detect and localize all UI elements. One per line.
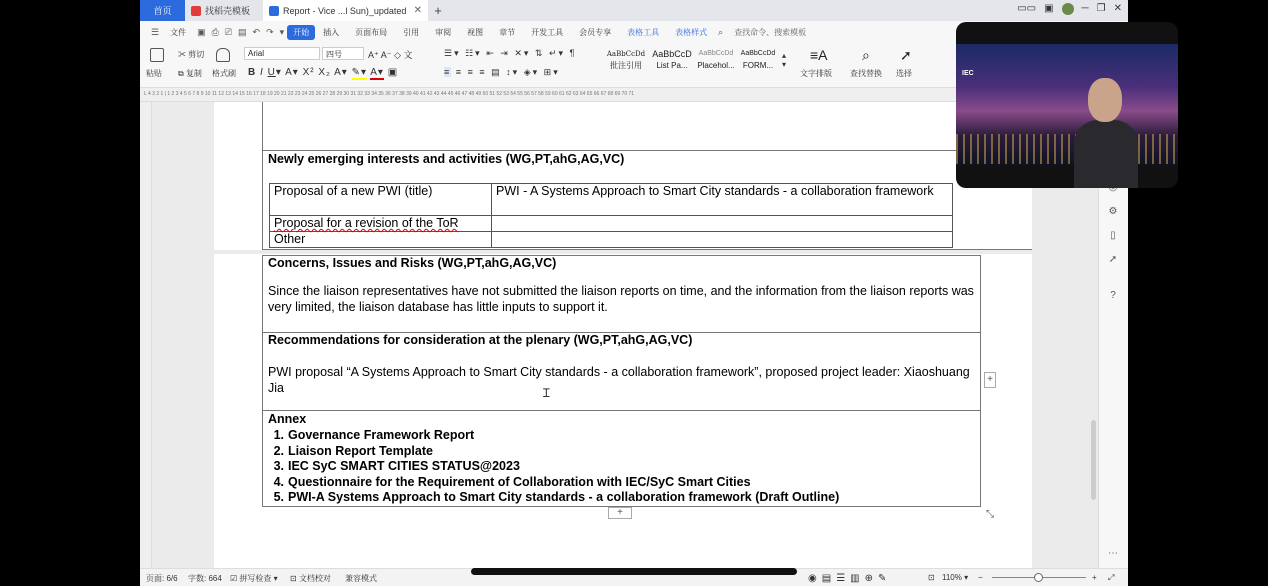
reading-view-icon[interactable]: ▥ bbox=[850, 573, 865, 584]
web-view-icon[interactable]: ⊕ bbox=[864, 573, 878, 584]
word-doc-icon bbox=[269, 6, 279, 16]
concerns-heading: Concerns, Issues and Risks (WG,PT,ahG,AG,VC) bbox=[268, 256, 557, 270]
resize-table-icon[interactable]: ⤡ bbox=[986, 509, 994, 520]
table-cell-top bbox=[262, 102, 982, 152]
spell-check-toggle[interactable]: ☑ 拼写检查 ▾ bbox=[230, 574, 278, 583]
city-lights bbox=[956, 134, 1178, 164]
undo-icon[interactable]: ↶ bbox=[252, 26, 261, 37]
annex-heading: Annex bbox=[268, 412, 307, 426]
list-item bbox=[268, 459, 839, 475]
highlight-button[interactable]: ✎▾ bbox=[351, 67, 368, 78]
table-row bbox=[270, 184, 953, 216]
docer-icon bbox=[191, 6, 201, 16]
menu-table-tools[interactable]: 表格工具 bbox=[627, 27, 660, 37]
tab-document[interactable] bbox=[263, 0, 428, 21]
menu-start[interactable]: 开始 bbox=[287, 25, 315, 40]
style-preview-4: AaBbCcDd bbox=[740, 50, 776, 57]
text-layout-button[interactable]: 文字排版 bbox=[800, 69, 832, 78]
line-spacing-button[interactable]: ↕▾ bbox=[506, 67, 520, 77]
list-item bbox=[268, 475, 839, 491]
other-value-cell[interactable] bbox=[492, 232, 953, 248]
font-color-button[interactable]: A▾ bbox=[370, 67, 384, 78]
more-icon[interactable]: ▾ bbox=[279, 26, 285, 37]
italic-button[interactable]: I bbox=[260, 67, 264, 78]
list-number: 1. bbox=[273, 428, 284, 442]
city-night-background bbox=[956, 44, 1178, 166]
bullets-button[interactable]: ☰▾ bbox=[444, 48, 461, 58]
borders-button[interactable]: ⊞▾ bbox=[543, 67, 560, 77]
list-text: Liaison Report Template bbox=[288, 443, 433, 458]
paste-button[interactable]: 粘贴 bbox=[146, 69, 162, 78]
proofread-label: 文档校对 bbox=[298, 574, 331, 583]
tab-template[interactable] bbox=[185, 0, 263, 21]
video-call-overlay[interactable] bbox=[956, 22, 1178, 188]
phonetic-icon[interactable]: 文 bbox=[403, 50, 413, 60]
vertical-scrollbar[interactable] bbox=[1091, 420, 1096, 500]
compat-mode: 兼容模式 bbox=[345, 574, 377, 583]
align-center-button[interactable]: ≡ bbox=[455, 67, 464, 77]
proofread-button[interactable]: ⊡ 文档校对 bbox=[290, 574, 331, 583]
subscript-button[interactable]: X₂ bbox=[318, 67, 331, 78]
menu-table-style[interactable]: 表格样式 bbox=[675, 27, 708, 37]
underline-button[interactable]: U▾ bbox=[267, 67, 282, 78]
add-row-button[interactable]: + bbox=[608, 507, 632, 519]
list-text: Governance Framework Report bbox=[288, 428, 475, 442]
pwi-label-cell[interactable]: Proposal of a new PWI (title) bbox=[270, 184, 492, 216]
zoom-out-button[interactable]: − bbox=[978, 573, 983, 582]
numbering-button[interactable]: ☷▾ bbox=[465, 48, 482, 58]
clear-format-icon[interactable]: ◇ bbox=[394, 50, 401, 60]
style-placeholder[interactable] bbox=[696, 48, 736, 78]
copy-button[interactable]: ⧉ 复制 bbox=[178, 69, 202, 78]
new-tab-button[interactable]: + bbox=[434, 3, 442, 18]
page-view-icon[interactable]: ▤ bbox=[821, 573, 837, 584]
para-settings-button[interactable]: ¶ bbox=[569, 48, 577, 58]
view-buttons bbox=[808, 573, 891, 584]
strikethrough-button[interactable]: A▾ bbox=[285, 67, 299, 78]
participant-body bbox=[1074, 120, 1138, 188]
fullscreen-icon[interactable]: ⤢ bbox=[1108, 573, 1115, 582]
list-text: PWI-A Systems Approach to Smart City standards - a collaboration framework (Draft Outline) bbox=[288, 490, 840, 504]
copy-label: 复制 bbox=[185, 69, 202, 78]
zoom-label: 110% bbox=[942, 573, 962, 582]
style-name-1: 批注引用 bbox=[610, 61, 642, 70]
select-button[interactable]: 选择 bbox=[896, 69, 912, 78]
export-icon[interactable]: ⎙ bbox=[211, 26, 219, 37]
char-border-button[interactable]: ▣ bbox=[387, 67, 399, 78]
list-text: Questionnaire for the Requirement of Collaboration with IEC/SyC Smart Cities bbox=[288, 474, 751, 489]
close-window-icon[interactable]: ✕ bbox=[1113, 3, 1122, 14]
tab-home-label: 首页 bbox=[153, 6, 172, 16]
avatar[interactable] bbox=[1062, 3, 1074, 15]
cut-label: 剪切 bbox=[188, 50, 205, 59]
preview-icon[interactable]: ▤ bbox=[238, 26, 247, 37]
recommend-body: PWI proposal “A Systems Approach to Smart City standards - a collaboration framework”, proposed project leader: Xiaoshuang Jia bbox=[268, 365, 970, 395]
window-controls bbox=[1017, 3, 1122, 15]
skin-icon[interactable]: ▣ bbox=[1044, 3, 1054, 14]
page-5 bbox=[214, 102, 1032, 250]
format-painter-icon[interactable] bbox=[216, 48, 230, 62]
menu-review[interactable]: 审阅 bbox=[435, 27, 452, 37]
shading-button[interactable]: ◈▾ bbox=[523, 67, 540, 77]
other-label-cell[interactable]: Other bbox=[270, 232, 492, 248]
distributed-button[interactable]: ▤ bbox=[491, 67, 502, 77]
style-name-3: Placehol... bbox=[697, 61, 735, 70]
font-size-tools[interactable]: A⁺ A⁻ ◇ 文 bbox=[368, 50, 413, 60]
tab-template-label: 找稻壳模板 bbox=[205, 6, 251, 16]
revision-label: Proposal for a revision of the ToR bbox=[274, 216, 459, 230]
format-painter-button[interactable]: 格式刷 bbox=[212, 69, 236, 78]
style-preview-2: AaBbCcD bbox=[652, 49, 692, 59]
command-search[interactable]: 查找命令、搜索模板 bbox=[734, 27, 807, 37]
zoom-in-button[interactable]: + bbox=[1092, 573, 1097, 582]
show-marks-button[interactable]: ↵▾ bbox=[548, 48, 566, 58]
page-counter[interactable]: 页面: 6/6 bbox=[146, 574, 178, 583]
table-row bbox=[270, 216, 953, 232]
list-number: 2. bbox=[273, 443, 284, 458]
outdent-button[interactable]: ⇤ bbox=[486, 48, 496, 58]
tab-document-label: Report - Vice ...l Sun)_updated bbox=[283, 5, 407, 16]
vertical-ruler[interactable] bbox=[140, 102, 152, 568]
font-size-select[interactable]: 四号 bbox=[322, 47, 364, 60]
cut-button[interactable]: ✂ 剪切 bbox=[178, 50, 205, 59]
annex-list bbox=[268, 428, 839, 506]
justify-button[interactable]: ≡ bbox=[479, 67, 487, 77]
print-icon[interactable]: ⎚ bbox=[224, 26, 232, 37]
style-signature[interactable] bbox=[606, 48, 646, 78]
participant-video bbox=[1074, 74, 1138, 188]
text-cursor-icon: Ɪ bbox=[543, 386, 550, 400]
fit-icon[interactable]: ⊡ bbox=[928, 573, 935, 582]
style-name-2: List Pa... bbox=[656, 61, 688, 70]
iec-logo: IEC bbox=[962, 70, 974, 77]
align-right-button[interactable]: ≡ bbox=[467, 67, 475, 77]
style-form[interactable] bbox=[738, 48, 778, 78]
concerns-body: Since the liaison representatives have not submitted the liaison reports on time, and the information from the liaison reports was very limited, the liaison database has little inputs to support it. bbox=[268, 284, 974, 314]
revision-label-cell[interactable] bbox=[270, 216, 492, 232]
list-item bbox=[268, 428, 839, 444]
list-number: 4. bbox=[273, 474, 284, 489]
paragraph-tools-top bbox=[444, 48, 576, 59]
menu-reference[interactable]: 引用 bbox=[403, 27, 420, 37]
emerging-heading: Newly emerging interests and activities (WG,PT,ahG,AG,VC) bbox=[268, 152, 625, 166]
menu-developer[interactable]: 开发工具 bbox=[531, 27, 564, 37]
select-pane-icon[interactable]: ➚ bbox=[1108, 254, 1118, 265]
list-number: 3. bbox=[273, 459, 284, 473]
paragraph-tools-bottom bbox=[444, 67, 560, 78]
hamburger-icon[interactable]: ☰ bbox=[151, 26, 160, 37]
toolbox-icon[interactable]: ⚙ bbox=[1108, 206, 1118, 217]
spell-check-label: 拼写检查 bbox=[239, 574, 272, 583]
style-scroll[interactable]: ▴ ▾ bbox=[782, 51, 787, 69]
home-indicator bbox=[471, 568, 797, 575]
style-name-4: FORM... bbox=[742, 61, 774, 70]
sort-button[interactable]: ⇅ bbox=[534, 48, 545, 58]
pwi-value-cell[interactable]: PWI - A Systems Approach to Smart City standards - a collaboration framework bbox=[492, 184, 953, 216]
more-options-icon[interactable]: ⋯ bbox=[1108, 548, 1118, 559]
menu-section[interactable]: 章节 bbox=[499, 27, 516, 37]
layout-icon[interactable]: ▭▭ bbox=[1017, 3, 1037, 14]
participant-head bbox=[1088, 78, 1122, 122]
style-preview-3: AaBbCcDd bbox=[698, 50, 734, 57]
menu-member[interactable]: 会员专享 bbox=[579, 27, 612, 37]
tab-home[interactable] bbox=[140, 0, 185, 21]
paste-icon[interactable] bbox=[150, 48, 164, 62]
zoom-level[interactable]: 110% ▾ bbox=[942, 573, 969, 582]
search-icon: ⌕ bbox=[718, 26, 724, 37]
minimize-icon[interactable]: ─ bbox=[1081, 3, 1089, 14]
select-cursor-icon[interactable]: ➚ bbox=[900, 47, 912, 63]
list-item bbox=[268, 444, 839, 460]
list-item bbox=[268, 490, 839, 506]
zoom-slider-handle[interactable] bbox=[1034, 573, 1043, 582]
ruler-scale: L 4 3 2 1 | 1 2 3 4 5 6 7 8 9 10 11 12 13 14 15 16 17 18 19 20 21 22 23 24 25 26 27 28 29 30 31 32 33 34 35 36 37 38 39 40 41 42 43 44 45 46 47 48 49 50 51 52 53 54 55 56 57 58 59 60 61 62 63 64 65 66 67 68 69 70 71 bbox=[144, 91, 635, 97]
word-count[interactable]: 字数: 664 bbox=[188, 574, 222, 583]
indent-button[interactable]: ⇥ bbox=[500, 48, 510, 58]
tab-bar bbox=[140, 0, 1128, 21]
align-left-button[interactable]: ≡ bbox=[444, 67, 452, 77]
menu-insert[interactable]: 插入 bbox=[323, 27, 340, 37]
chinese-layout-button[interactable]: ✕▾ bbox=[514, 48, 531, 58]
list-number: 5. bbox=[273, 490, 284, 504]
eye-protect-icon[interactable]: ◉ bbox=[808, 573, 822, 584]
style-preview-1: AaBbCcDd bbox=[606, 50, 646, 58]
menu-page-layout[interactable]: 页面布局 bbox=[355, 27, 388, 37]
find-icon[interactable]: ⌕ bbox=[862, 47, 870, 63]
table-row bbox=[270, 232, 953, 248]
restore-icon[interactable]: ❐ bbox=[1096, 3, 1106, 14]
bold-button[interactable]: B bbox=[248, 67, 257, 78]
outline-view-icon[interactable]: ☰ bbox=[836, 573, 851, 584]
text-layout-icon[interactable]: ≡A bbox=[810, 47, 828, 63]
font-style-tools bbox=[248, 67, 398, 78]
add-column-button[interactable]: + bbox=[984, 372, 996, 388]
row-divider bbox=[262, 410, 981, 411]
text-effect-button[interactable]: A▾ bbox=[334, 67, 348, 78]
menu-file[interactable]: 文件 bbox=[170, 27, 187, 37]
recommend-heading: Recommendations for consideration at the plenary (WG,PT,ahG,AG,VC) bbox=[268, 333, 693, 347]
revision-value-cell[interactable] bbox=[492, 216, 953, 232]
find-replace-button[interactable]: 查找替换 bbox=[850, 69, 882, 78]
write-view-icon[interactable]: ✎ bbox=[878, 573, 892, 584]
page-6 bbox=[214, 254, 1032, 568]
close-tab-icon[interactable]: ✕ bbox=[413, 5, 422, 16]
font-family-select[interactable]: Arial bbox=[244, 47, 320, 60]
redo-icon[interactable]: ↷ bbox=[266, 26, 274, 37]
pwi-table bbox=[269, 183, 953, 248]
menu-view[interactable]: 视图 bbox=[467, 27, 484, 37]
list-text: IEC SyC SMART CITIES STATUS@2023 bbox=[288, 459, 520, 473]
superscript-button[interactable]: X² bbox=[302, 67, 315, 78]
style-list-paragraph[interactable] bbox=[652, 48, 692, 78]
save-icon[interactable]: ▣ bbox=[197, 26, 206, 37]
help-icon[interactable]: ? bbox=[1110, 290, 1116, 301]
book-icon[interactable]: ▯ bbox=[1110, 230, 1116, 241]
